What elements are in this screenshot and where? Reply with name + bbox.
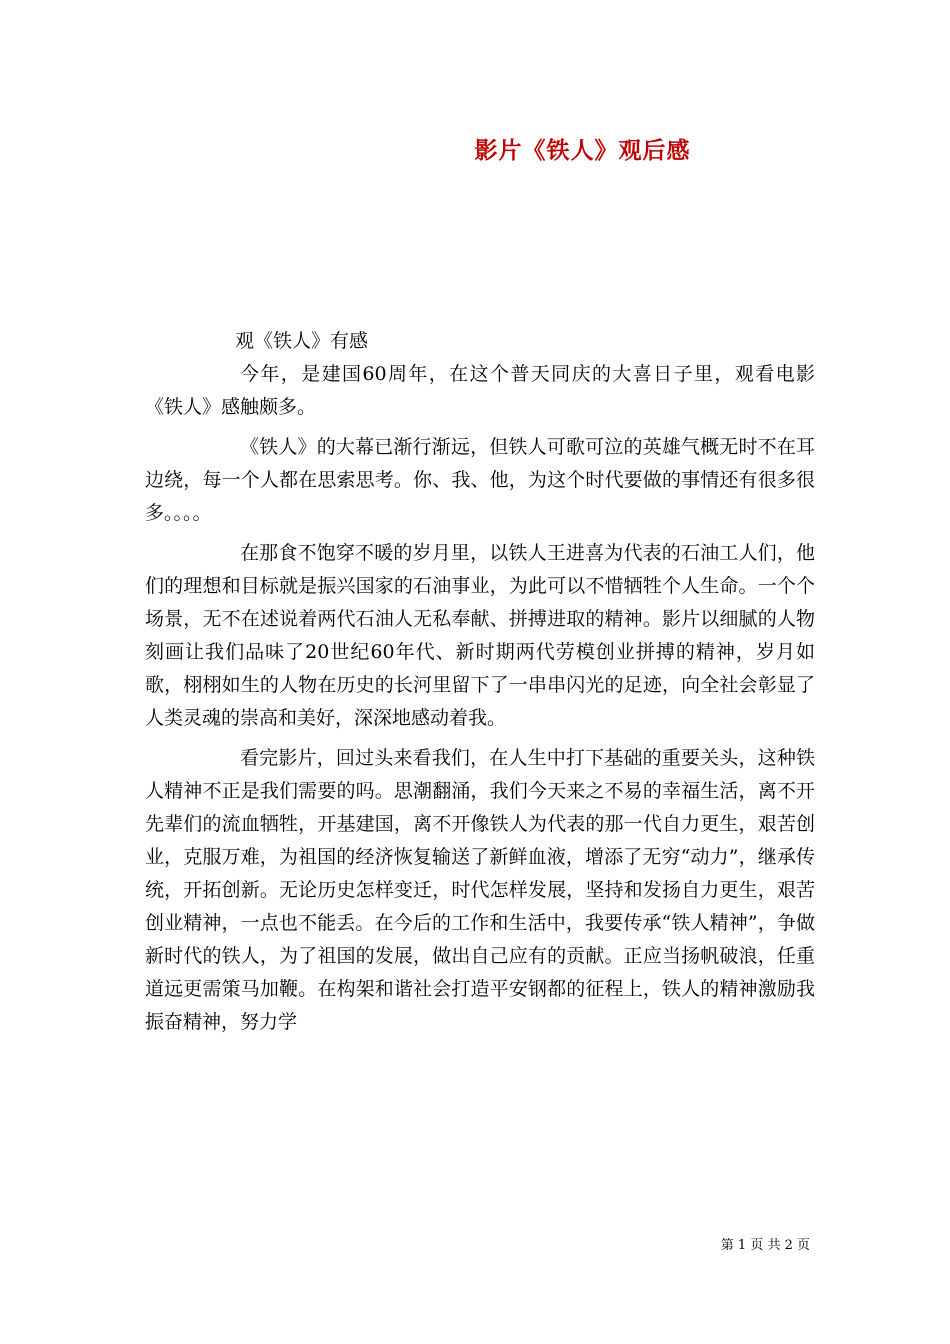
document-body [145, 325, 815, 1039]
paragraph-4: 看完影片，回过头来看我们，在人生中打下基础的重要关头，这种铁人精神不正是我们需要的吗。思潮翻涌，我们今天来之不易的幸福生活，离不开先辈们的流血牺牲，开基建国，离不开像铁人为代表的那一代自力更生，艰苦创业，克服万难，为祖国的经济恢复输送了新鲜血液，增添了无穷“动力”，继承传统，开拓创新。无论历史怎样变迁，时代怎样发展，坚持和发扬自力更生，艰苦创业精神，一点也不能丢。在今后的工作和生活中，我要传承“铁人精神”，争做新时代的铁人，为了祖国的发展，做出自己应有的贡献。正应当扬帆破浪，任重道远更需策马加鞭。在构架和谐社会打造平安钢都的征程上，铁人的精神激励我振奋精神，努力学 [145, 747, 815, 1033]
document-title: 影片《铁人》观后感 [474, 137, 691, 164]
paragraph-1: 今年，是建国60周年，在这个普天同庆的大喜日子里，观看电影《铁人》感触颇多。 [145, 363, 815, 418]
paragraph-2: 《铁人》的大幕已渐行渐远，但铁人可歌可泣的英雄气概无时不在耳边绕，每一个人都在思索思考。你、我、他，为这个时代要做的事情还有很多很多。。。。 [145, 436, 815, 524]
page-indicator: 第 1 页 共 2 页 [720, 1238, 810, 1253]
paragraph-3: 在那食不饱穿不暖的岁月里，以铁人王进喜为代表的石油工人们，他们的理想和目标就是振兴国家的石油事业，为此可以不惜牺牲个人生命。一个个场景，无不在述说着两代石油人无私奉献、拼搏进取的精神。影片以细腻的人物刻画让我们品味了20世纪60年代、新时期两代劳模创业拼搏的精神，岁月如歌，栩栩如生的人物在历史的长河里留下了一串串闪光的足迹，向全社会彰显了人类灵魂的崇高和美好，深深地感动着我。 [145, 542, 815, 729]
subheading: 观《铁人》有感 [235, 330, 369, 352]
